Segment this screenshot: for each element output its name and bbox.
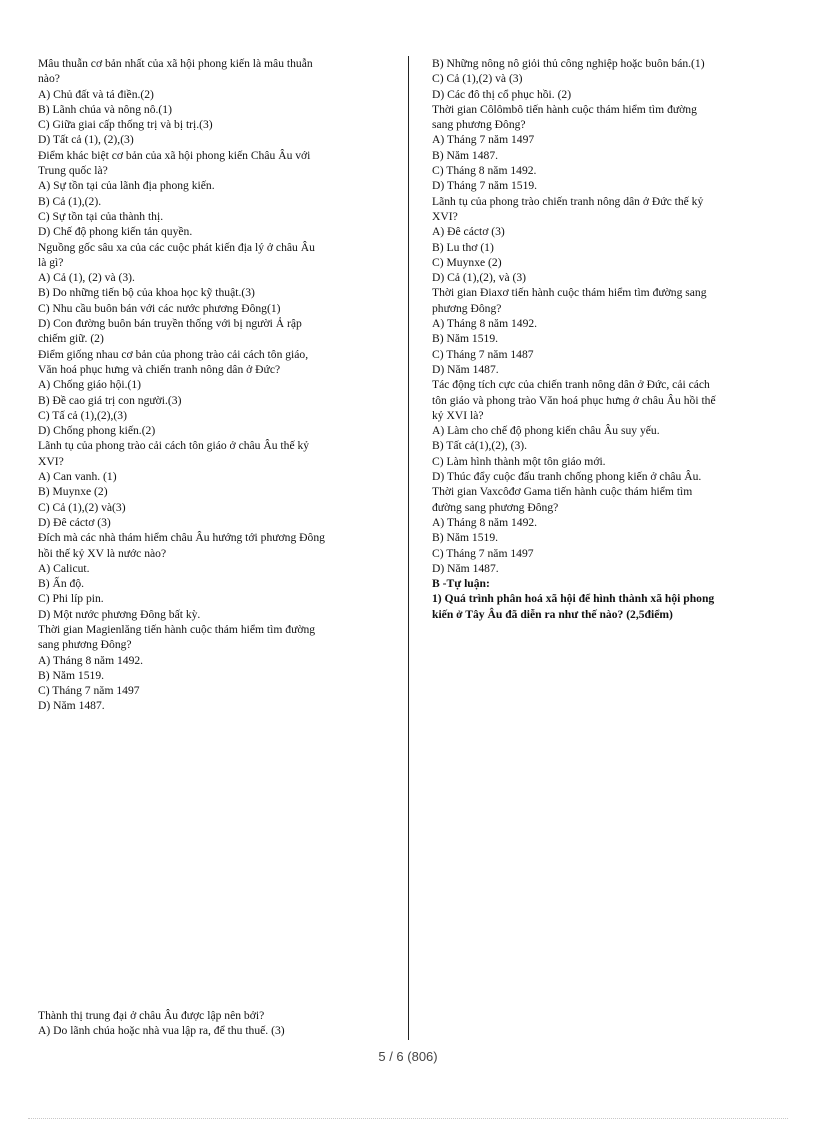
right-line-9: Lãnh tụ của phong trào chiến tranh nông dân ở Đức thế kỷ [432,194,704,208]
left-line-15: B) Do những tiến bộ của khoa học kỹ thuật.(3) [38,286,255,300]
right-line-8: D) Tháng 7 năm 1519. [432,179,538,193]
right-line-26: C) Làm hình thành một tôn giáo mới. [432,454,606,468]
right-line-19: C) Tháng 7 năm 1487 [432,347,534,361]
left-line-39: A) Tháng 8 năm 1492. [38,653,144,667]
right-line-10: XVI? [432,209,458,223]
page-number: 5 / 6 (806) [378,1049,438,1064]
left-line-30: D) Đê cáctơ (3) [38,515,111,529]
left-line-7: Trung quốc là? [38,164,108,178]
left-line-29: C) Cả (1),(2) và(3) [38,500,126,514]
left-line-26: XVI? [38,454,64,468]
left-line-3: B) Lãnh chúa và nông nô.(1) [38,102,172,116]
left-line-35: C) Phi líp pin. [38,592,104,606]
right-line-13: C) Muynxe (2) [432,255,502,269]
left-line-1: nào? [38,72,60,86]
right-line-4: sang phương Đông? [432,118,526,132]
column-divider [408,56,409,1040]
left-line-31: Đích mà các nhà thám hiểm châu Âu hướng tới phương Đông [38,531,325,545]
left-line-6: Điểm khác biệt cơ bản của xã hội phong kiến Châu Âu với [38,148,311,162]
right-line-14: D) Cả (1),(2), và (3) [432,271,527,285]
right-line-1: C) Cả (1),(2) và (3) [432,72,523,86]
right-line-20: D) Năm 1487. [432,362,499,376]
right-line-3: Thời gian Côlômbô tiến hành cuộc thám hiểm tìm đường [432,102,697,116]
essay-heading: B -Tự luận: [432,577,490,591]
right-line-0: B) Những nông nô giỏi thủ công nghiệp hoặc buôn bán.(1) [432,57,705,70]
left-line-8: A) Sự tồn tại của lãnh địa phong kiến. [38,179,215,193]
right-line-22: tôn giáo và phong trào Văn hoá phục hưng ở châu Âu hồi thế [432,393,716,407]
essay-question-line-0: 1) Quá trình phân hoá xã hội để hình thành xã hội phong [432,592,715,606]
right-line-12: B) Lu thơ (1) [432,240,494,254]
essay-question-line-1: kiến ở Tây Âu đã diễn ra như thế nào? (2,5điểm) [432,607,673,621]
right-line-17: A) Tháng 8 năm 1492. [432,317,538,331]
left-line-18: chiếm giữ. (2) [38,332,104,346]
left-column-bottom-question [38,1008,285,1039]
left-line-14: A) Cả (1), (2) và (3). [38,271,135,285]
left-line-23: C) Tấ cả (1),(2),(3) [38,408,127,422]
left-line-17: D) Con đường buôn bán truyền thống với bị người Ả rập [38,317,302,331]
left-line-34: B) Ấn độ. [38,577,85,591]
right-line-5: A) Tháng 7 năm 1497 [432,133,535,147]
bottom-line-1: A) Do lãnh chúa hoặc nhà vua lập ra, để thu thuế. (3) [38,1024,285,1038]
right-column [432,56,784,622]
right-line-7: C) Tháng 8 năm 1492. [432,164,537,178]
left-line-10: C) Sự tồn tại của thành thị. [38,209,164,223]
right-line-2: D) Các đô thị cổ phục hồi. (2) [432,87,572,101]
left-column [38,56,400,714]
left-line-0: Mâu thuẫn cơ bản nhất của xã hội phong kiến là mâu thuẫn [38,57,313,70]
left-line-24: D) Chống phong kiến.(2) [38,424,156,438]
left-line-37: Thời gian Magienlăng tiến hành cuộc thám hiểm tìm đường [38,622,316,636]
left-line-12: Nguồng gốc sâu xa của các cuộc phát kiến địa lý ở châu Âu [38,240,315,254]
right-line-15: Thời gian Điaxơ tiến hành cuộc thám hiểm tìm đường sang [432,286,707,300]
left-line-28: B) Muynxe (2) [38,485,108,499]
right-line-30: A) Tháng 8 năm 1492. [432,515,538,529]
right-line-16: phương Đông? [432,301,502,315]
left-line-42: D) Năm 1487. [38,699,105,713]
left-line-19: Điểm giống nhau cơ bản của phong trào cải cách tôn giáo, [38,347,309,361]
right-line-29: đường sang phương Đông? [432,500,559,514]
page-bottom-rule [28,1118,788,1119]
left-line-33: A) Calicut. [38,561,90,575]
left-line-20: Văn hoá phục hưng và chiến tranh nông dân ở Đức? [38,362,281,376]
right-line-18: B) Năm 1519. [432,332,499,346]
left-line-9: B) Cả (1),(2). [38,194,102,208]
left-line-41: C) Tháng 7 năm 1497 [38,684,140,698]
right-line-23: kỷ XVI là? [432,408,484,422]
left-line-32: hồi thế kỷ XV là nước nào? [38,546,167,560]
left-line-36: D) Một nước phương Đông bất kỳ. [38,607,201,621]
right-line-31: B) Năm 1519. [432,531,499,545]
right-line-32: C) Tháng 7 năm 1497 [432,546,534,560]
right-line-6: B) Năm 1487. [432,148,499,162]
left-line-2: A) Chủ đất và tá điền.(2) [38,87,154,101]
left-line-38: sang phương Đông? [38,638,132,652]
left-line-22: B) Đề cao giá trị con người.(3) [38,393,182,407]
right-line-27: D) Thúc đẩy cuộc đấu tranh chống phong kiến ở châu Âu. [432,470,702,484]
right-line-11: A) Đê cáctơ (3) [432,225,505,239]
right-line-25: B) Tất cả(1),(2), (3). [432,439,528,453]
left-line-21: A) Chống giáo hội.(1) [38,378,142,392]
left-line-11: D) Chế độ phong kiến tản quyền. [38,225,193,239]
right-line-33: D) Năm 1487. [432,561,499,575]
right-line-28: Thời gian Vaxcôđơ Gama tiến hành cuộc thám hiểm tìm [432,485,693,499]
left-line-13: là gì? [38,255,64,269]
bottom-line-0: Thành thị trung đại ở châu Âu được lập nên bởi? [38,1009,265,1022]
left-line-40: B) Năm 1519. [38,668,105,682]
right-line-21: Tác động tích cực của chiến tranh nông dân ở Đức, cải cách [432,378,710,392]
right-line-24: A) Làm cho chế độ phong kiến châu Âu suy yếu. [432,424,660,438]
left-line-5: D) Tất cả (1), (2),(3) [38,133,134,147]
left-line-4: C) Giữa giai cấp thống trị và bị trị.(3) [38,118,213,132]
left-line-27: A) Can vanh. (1) [38,470,117,484]
left-line-25: Lãnh tụ của phong trào cải cách tôn giáo ở châu Âu thế kỷ [38,439,310,453]
left-line-16: C) Nhu cầu buôn bán với các nước phương Đông(1) [38,301,281,315]
